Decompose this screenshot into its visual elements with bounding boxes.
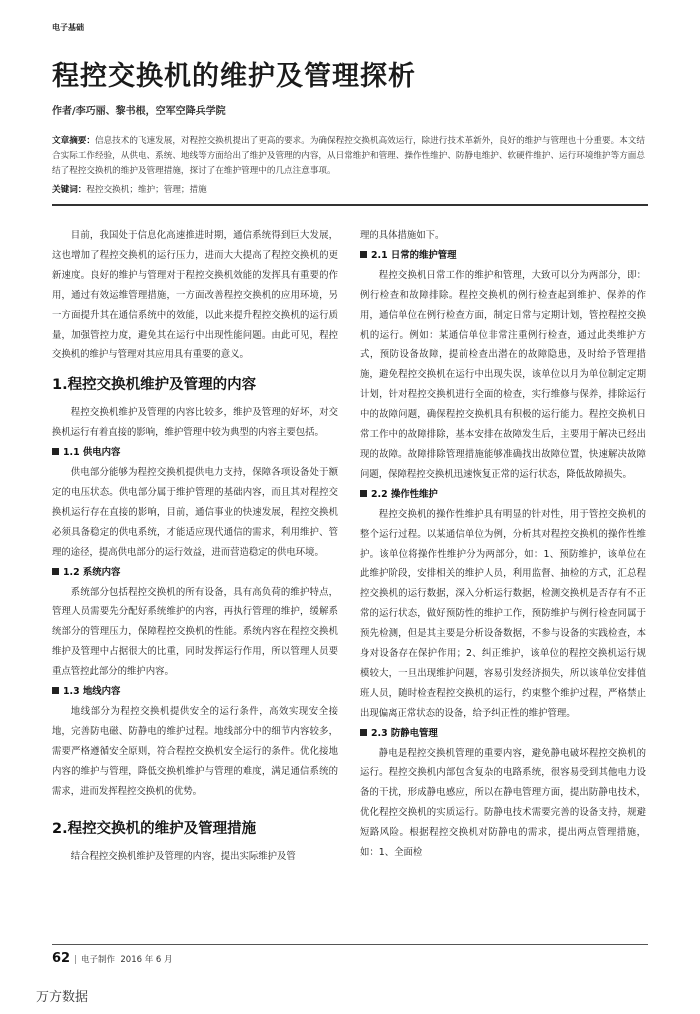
page-number: 62 [52,951,71,966]
page-footer [52,951,173,966]
issue-date: 2016 年 6 月 [120,955,173,965]
section-2-intro: 结合程控交换机维护及管理的内容，提出实际维护及管 [70,851,296,863]
subsection-2-3-body: 静电是程控交换机管理的重要内容，避免静电破坏程控交换机的运行。程控交换机内部包含复杂的电路系统，很容易受到其他电力设备的干扰，形成静电感应，所以在静电管理方面，提出防静电技术，优化程控交换机的实质运行。防静电技术需要完善的设备支持，规避短路风险。根据程控交换机对防静电的需求，提出两点管理措施，如：1、全面检 [360,747,646,859]
abstract-label: 文章摘要： [52,136,95,146]
subsection-2-1-body: 程控交换机日常工作的维护和管理，大致可以分为两部分，即：例行检查和故障排除。程控交换机的例行检查起到维护、保养的作用，通信单位在例行检查方面，制定日常与定期计划，管控程控交换机的运行。例如：某通信单位非常注重例行检查，通过此类维护方式，预防设备故障，提前检查出潜在的故障隐患，及时给予管理措施，避免程控交换机在运行中出现失误，该单位以月为单位制定定期计划，针对程控交换机进行全面的检查，实行维修与保养，排除运行中的故障问题，确保程控交换机具有积极的运行能力。程控交换机日常工作中的故障排除，基本安排在故障发生后，主要用于解决已经出现的故障。故障排除管理措施能够准确找出故障位置，快速解决故障问题，保障程控交换机迅速恢复正常的运行状态，降低故障损失。 [360,269,646,480]
subsection-heading-1-2-text: 1.2 系统内容 [63,566,121,578]
header-divider [52,204,648,206]
article-title: 程控交换机的维护及管理探析 [52,61,416,92]
article-authors: 作者/李巧丽、黎书根，空军空降兵学院 [52,106,226,117]
footer-separator: | [74,955,77,965]
intro-paragraph: 目前，我国处于信息化高速推进时期，通信系统得到巨大发展，这也增加了程控交换机的运行压力，进而大大提高了程控交换机的更新速度。良好的维护与管理对于程控交换机效能的发挥具有重要的作用，通过有效运维管理措施，一方面改善程控交换机的应用环境，另一方面提升其在通信系统中的效能，以此来提升程控交换机的运行质量，加强管控力度，避免其在运行中出现性能问题。由此可见，程控交换机的维护与管理对其应用具有重要的意义。 [52,230,338,361]
subsection-2-2-body: 程控交换机的操作性维护具有明显的针对性，用于管控交换机的整个运行过程。以某通信单位为例，分析其对程控交换机的操作性维护。该单位将操作性维护分为两部分，如：1、预防维护，该单位在此维护阶段，安排相关的维护人员，利用监督、抽检的方式，汇总程控交换机的运行数据，深入分析运行数据，检测交换机是否存有不正常的运行状态，做好预防性的维护工作，预防维护与例行检查同属于预先检测，但是其主要是分析设备数据，不参与设备的实践检查，本身对设备存在保护作用；2、纠正维护，该单位的程控交换机运行规模较大，一旦出现维护问题，容易引发经济损失，所以该单位安排值班人员，随时检查程控交换机的运行，约束整个维护过程，严格禁止出现偏离正常状态的设备，给予纠正性的维护管理。 [360,508,646,719]
source-watermark: 万方数据 [36,990,89,1005]
article-abstract [52,134,648,179]
subsection-heading-2-3 [360,724,646,744]
right-column [360,226,646,863]
section-2-intro-continued: 理的具体措施如下。 [360,230,445,241]
left-column [52,226,338,867]
section-heading-1: 1.程控交换机维护及管理的内容 [52,377,257,394]
square-bullet-icon [360,729,367,736]
keywords-label: 关键词： [52,185,87,195]
section-heading-2: 2.程控交换机的维护及管理措施 [52,821,257,838]
square-bullet-icon [360,251,367,258]
subsection-heading-2-2-text: 2.2 操作性维护 [371,488,438,500]
subsection-heading-2-3-text: 2.3 防静电管理 [371,727,438,739]
subsection-heading-1-1-text: 1.1 供电内容 [63,447,121,459]
footer-divider [52,944,648,945]
keywords-text: 程控交换机；维护；管理；措施 [86,185,207,195]
square-bullet-icon [52,568,59,575]
section-1-intro: 程控交换机维护及管理的内容比较多，维护及管理的好坏，对交换机运行有着直接的影响，维护管理中较为典型的内容主要包括。 [52,407,338,439]
subsection-heading-2-1-text: 2.1 日常的维护管理 [371,249,457,261]
subsection-heading-2-1 [360,246,646,266]
subsection-heading-1-3-text: 1.3 地线内容 [63,686,121,698]
square-bullet-icon [52,448,59,455]
subsection-1-2-body: 系统部分包括程控交换机的所有设备，具有高负荷的维护特点，管理人员需要先分配好系统维护的内容，再执行管理的维护，缓解系统部分的管理压力，保障程控交换机的性能。系统内容在程控交换机维护及管理中占据很大的比重，同时发挥运行作用，所以管理人员要重点管控此部分的维护内容。 [52,586,338,678]
subsection-heading-1-1 [52,443,338,463]
subsection-heading-1-2 [52,563,338,583]
journal-name: 电子制作 [80,955,115,965]
square-bullet-icon [360,490,367,497]
subsection-1-1-body: 供电部分能够为程控交换机提供电力支持，保障各项设备处于额定的电压状态。供电部分属于维护管理的基础内容，而且其对程控交换机运行存在直接的影响，目前，通信事业的快速发展，程控交换机必须具备稳定的供电系统，才能适应现代通信的需求，利用维护、管理的途径，提高供电部分的运行效益，进而营造稳定的供电环境。 [52,467,338,558]
section-tag: 电子基础 [52,23,84,32]
abstract-text: 信息技术的飞速发展，对程控交换机提出了更高的要求。为确保程控交换机高效运行，除进行技术革新外，良好的维护与管理也十分重要。本文结合实际工作经验，从供电、系统、地线等方面给出了维护及管理的内容，从日常维护和管理、操作性维护、防静电维护、软硬件维护、运行环境维护等方面总结了程控交换机的维护及管理措施，探讨了在维护管理中的几点注意事项。 [52,136,645,176]
subsection-heading-2-2 [360,485,646,505]
subsection-heading-1-3 [52,682,338,702]
square-bullet-icon [52,687,59,694]
article-keywords [52,183,648,195]
subsection-1-3-body: 地线部分为程控交换机提供安全的运行条件，高效实现安全接地，完善防电磁、防静电的维护过程。地线部分中的细节内容较多，需要严格遵循安全原则，符合程控交换机安全运行的条件。优化接地内容的维护与管理，降低交换机维护与管理的难度，满足通信系统的需求，进而发挥程控交换机的优势。 [52,705,338,797]
